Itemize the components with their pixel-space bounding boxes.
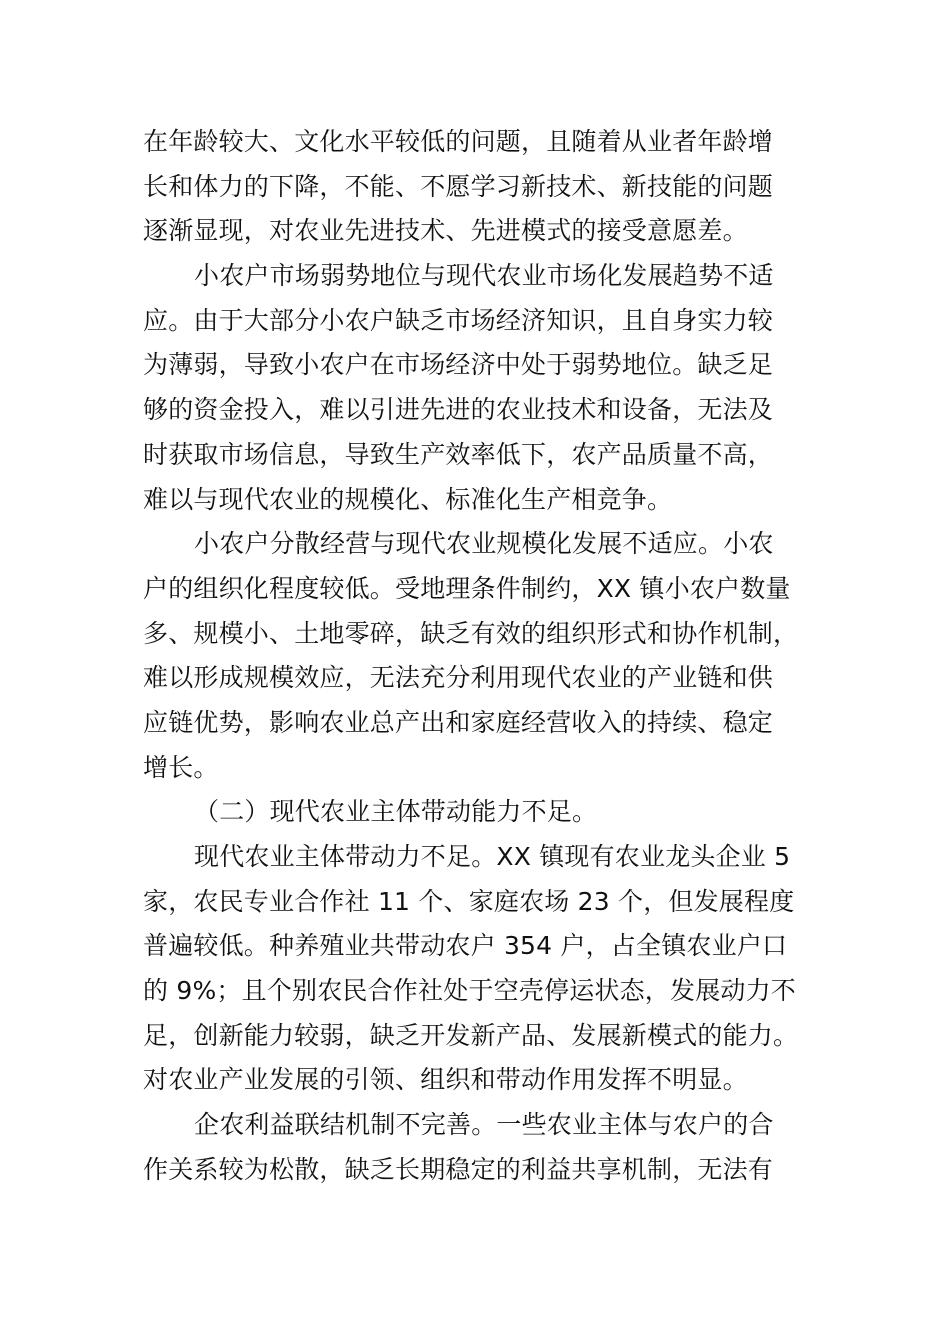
text-line: 应链优势，影响农业总产出和家庭经营收入的持续、稳定 bbox=[143, 707, 774, 737]
text-line: 家，农民专业合作社 11 个、家庭农场 23 个，但发展程度 bbox=[143, 886, 795, 916]
document-body bbox=[143, 120, 805, 1193]
paragraph-start-line: 企农利益联结机制不完善。一些农业主体与农户的合 bbox=[194, 1110, 774, 1140]
text-line: 的 9%；且个别农民合作社处于空壳停运状态，发展动力不 bbox=[143, 976, 797, 1006]
text-line: 普遍较低。种养殖业共带动农户 354 户，占全镇农业户口 bbox=[143, 931, 788, 961]
text-line: 难以形成规模效应，无法充分利用现代农业的产业链和供 bbox=[143, 663, 774, 693]
section-heading: （二）现代农业主体带动能力不足。 bbox=[194, 797, 598, 827]
paragraph-start-line: 小农户分散经营与现代农业规模化发展不适应。小农 bbox=[194, 529, 774, 559]
text-line: 户的组织化程度较低。受地理条件制约，XX 镇小农户数量 bbox=[143, 573, 791, 603]
text-line: 多、规模小、土地零碎，缺乏有效的组织形式和协作机制， bbox=[143, 618, 799, 648]
text-line: 增长。 bbox=[143, 752, 219, 782]
text-line: 足，创新能力较弱，缺乏开发新产品、发展新模式的能力。 bbox=[143, 1020, 799, 1050]
text-line: 逐渐显现，对农业先进技术、先进模式的接受意愿差。 bbox=[143, 216, 748, 246]
text-line: 够的资金投入，难以引进先进的农业技术和设备，无法及 bbox=[143, 395, 774, 425]
text-line: 应。由于大部分小农户缺乏市场经济知识，且自身实力较 bbox=[143, 305, 774, 335]
text-line: 为薄弱，导致小农户在市场经济中处于弱势地位。缺乏足 bbox=[143, 350, 774, 380]
paragraph-start-line: 小农户市场弱势地位与现代农业市场化发展趋势不适 bbox=[194, 261, 774, 291]
text-line: 对农业产业发展的引领、组织和带动作用发挥不明显。 bbox=[143, 1065, 748, 1095]
text-line: 长和体力的下降，不能、不愿学习新技术、新技能的问题 bbox=[143, 171, 774, 201]
text-line: 在年龄较大、文化水平较低的问题，且随着从业者年龄增 bbox=[143, 127, 774, 156]
text-line: 难以与现代农业的规模化、标准化生产相竞争。 bbox=[143, 484, 673, 514]
text-line: 时获取市场信息，导致生产效率低下，农产品质量不高， bbox=[143, 439, 774, 469]
paragraph-start-line: 现代农业主体带动力不足。XX 镇现有农业龙头企业 5 bbox=[194, 842, 791, 871]
text-line: 作关系较为松散，缺乏长期稳定的利益共享机制，无法有 bbox=[143, 1154, 774, 1184]
